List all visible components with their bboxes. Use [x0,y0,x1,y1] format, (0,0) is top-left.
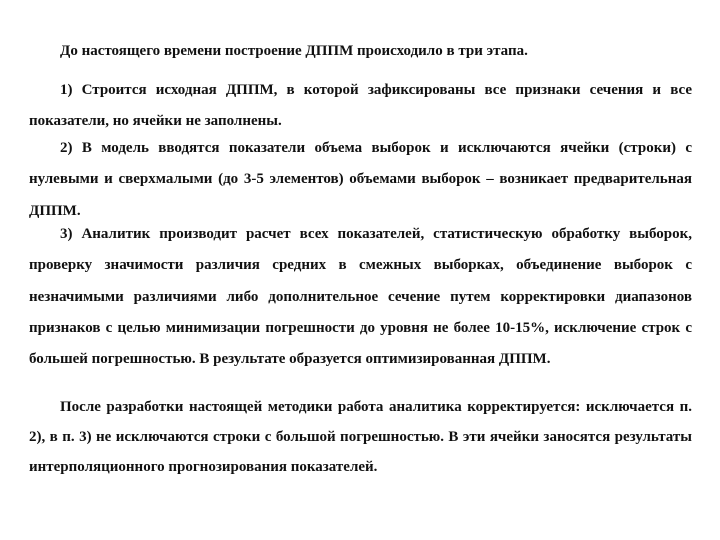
paragraph-step-2: 2) В модель вводятся показатели объема выборок и исключаются ячейки (строки) с нулевыми и сверхмалыми (до 3-5 элементов) объемами выборок – возникает предварительная ДППМ. [29,140,692,219]
paragraph-intro: До настоящего времени построение ДППМ происходило в три этапа. [60,43,528,59]
paragraph-after-methodology: После разработки настоящей методики работа аналитика корректируется: исключается п. 2), в п. 3) не исключаются строки с большой погрешностью. В эти ячейки заносятся результаты интерполяционного прогнозирования показателей. [29,399,692,475]
paragraph-step-1: 1) Строится исходная ДППМ, в которой зафиксированы все признаки сечения и все показатели, но ячейки не заполнены. [29,82,692,130]
paragraph-step-3: 3) Аналитик производит расчет всех показателей, статистическую обработку выборок, проверку значимости различия средних в смежных выборках, объединение выборок с незначимыми различиями либо дополнительное сечение путем корректировки диапазонов признаков с целью минимизации погрешности до уровня не более 10-15%, исключение строк с большей погрешностью. В результате образуется оптимизированная ДППМ. [29,226,692,368]
